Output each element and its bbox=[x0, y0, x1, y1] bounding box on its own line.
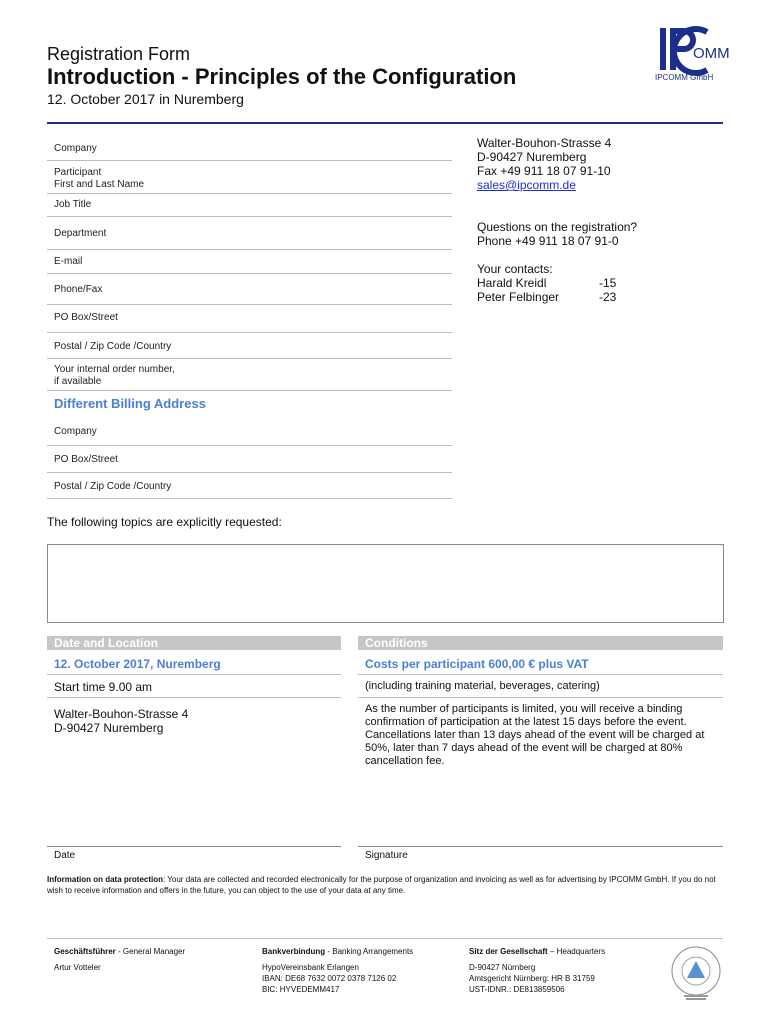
conditions-heading: Conditions bbox=[358, 636, 723, 650]
svg-text:OMM: OMM bbox=[693, 45, 730, 62]
footer-manager-heading: Geschäftsführer bbox=[54, 947, 116, 956]
footer-hq-heading: Sitz der Gesellschaft bbox=[469, 947, 548, 956]
signature-line[interactable] bbox=[358, 846, 723, 847]
date-location-subheading: 12. October 2017, Nuremberg bbox=[54, 657, 221, 671]
field-order-number: Your internal order number, if available bbox=[54, 364, 175, 387]
date-label: Date bbox=[54, 850, 76, 861]
footer-bank bbox=[262, 946, 462, 995]
field-line[interactable] bbox=[47, 472, 452, 473]
billing-field-po-box: PO Box/Street bbox=[54, 454, 118, 465]
field-line[interactable] bbox=[47, 445, 452, 446]
billing-field-company: Company bbox=[54, 426, 97, 437]
field-postal: Postal / Zip Code /Country bbox=[54, 341, 172, 352]
divider bbox=[358, 674, 723, 675]
contact-person-ext: -15 bbox=[599, 276, 617, 290]
footer-hq-city: D-90427 Nürnberg bbox=[469, 963, 536, 972]
contact-city: D-90427 Nuremberg bbox=[477, 150, 587, 164]
footer-bank-bic: BIC: HYVEDEMM417 bbox=[262, 985, 340, 994]
privacy-notice bbox=[47, 874, 723, 896]
field-line[interactable] bbox=[47, 160, 452, 161]
field-phone-fax: Phone/Fax bbox=[54, 284, 103, 295]
field-job-title: Job Title bbox=[54, 199, 92, 210]
field-department: Department bbox=[54, 228, 107, 239]
contact-fax: Fax +49 911 18 07 91-10 bbox=[477, 164, 611, 178]
contact-person-name: Peter Felbinger bbox=[477, 290, 560, 304]
location-city: D-90427 Nuremberg bbox=[54, 721, 164, 735]
field-line[interactable] bbox=[47, 193, 452, 194]
field-po-box: PO Box/Street bbox=[54, 312, 118, 323]
privacy-heading: Information on data protection bbox=[47, 875, 163, 884]
contact-person-ext: -23 bbox=[599, 290, 617, 304]
footer-headquarters bbox=[469, 946, 659, 995]
location-street: Walter-Bouhon-Strasse 4 bbox=[54, 707, 189, 721]
page-title: Introduction - Principles of the Configuration bbox=[47, 64, 517, 89]
footer-bank-heading: Bankverbindung bbox=[262, 947, 326, 956]
divider bbox=[47, 674, 341, 675]
field-line[interactable] bbox=[47, 358, 452, 359]
logo-caption: IPCOMM GmbH bbox=[655, 73, 714, 82]
field-email: E-mail bbox=[54, 256, 83, 267]
field-company: Company bbox=[54, 143, 97, 154]
footer-bank-heading-en: - Banking Arrangements bbox=[325, 947, 414, 956]
conditions-included: (including training material, beverages, catering) bbox=[365, 680, 600, 692]
footer-manager bbox=[54, 946, 244, 973]
start-time: Start time 9.00 am bbox=[54, 680, 153, 694]
divider bbox=[358, 697, 723, 698]
footer-bank-name: HypoVereinsbank Erlangen bbox=[262, 963, 359, 972]
contact-phone: Phone +49 911 18 07 91-0 bbox=[477, 234, 619, 248]
conditions-subheading: Costs per participant 600,00 € plus VAT bbox=[365, 657, 589, 671]
contact-street: Walter-Bouhon-Strasse 4 bbox=[477, 136, 612, 150]
field-line[interactable] bbox=[47, 498, 452, 499]
signature-label: Signature bbox=[365, 850, 408, 861]
contact-email-link[interactable]: sales@ipcomm.de bbox=[477, 178, 576, 192]
field-line[interactable] bbox=[47, 304, 452, 305]
field-line[interactable] bbox=[47, 332, 452, 333]
topics-textarea[interactable] bbox=[47, 544, 724, 623]
certification-seal-icon bbox=[668, 945, 724, 1001]
footer-hq-vat: UST-IDNR.: DE813859506 bbox=[469, 985, 565, 994]
field-line[interactable] bbox=[47, 216, 452, 217]
billing-title: Different Billing Address bbox=[54, 396, 206, 411]
event-date: 12. October 2017 in Nuremberg bbox=[47, 91, 244, 107]
field-line[interactable] bbox=[47, 390, 452, 391]
header-rule bbox=[47, 122, 723, 124]
footer-rule bbox=[47, 938, 723, 939]
privacy-text: : Your data are collected and recorded electronically for the purpose of organization and invoicing as well as for advertising by IPCOMM GmbH. If you do not wish to receive information and offers in the future, you can object to the use of your data at any time. bbox=[47, 875, 716, 895]
contacts-title: Your contacts: bbox=[477, 262, 553, 276]
form-label: Registration Form bbox=[47, 44, 191, 64]
field-line[interactable] bbox=[47, 249, 452, 250]
footer-manager-name: Artur Votteler bbox=[54, 963, 101, 972]
divider bbox=[47, 697, 341, 698]
field-participant: Participant First and Last Name bbox=[54, 167, 145, 190]
footer-hq-heading-en: – Headquarters bbox=[547, 947, 606, 956]
footer-manager-heading-en: - General Manager bbox=[115, 947, 186, 956]
field-line[interactable] bbox=[47, 273, 452, 274]
topics-label: The following topics are explicitly requested: bbox=[47, 515, 282, 529]
date-location-heading: Date and Location bbox=[47, 636, 341, 650]
footer-hq-court: Amtsgericht Nürnberg: HR B 31759 bbox=[469, 974, 595, 983]
footer-bank-iban: IBAN: DE68 7632 0072 0378 7126 02 bbox=[262, 974, 397, 983]
conditions-text: As the number of participants is limited, you will receive a binding confirmation of participation at the latest 15 days before the event. Cancellations later than 13 days ahead of the event will be charged at 50%, later than 7 days ahead of the event will be charged at 80% cancellation fee. bbox=[365, 703, 705, 767]
billing-field-postal: Postal / Zip Code /Country bbox=[54, 481, 172, 492]
contact-question: Questions on the registration? bbox=[477, 220, 638, 234]
contact-person-name: Harald Kreidl bbox=[477, 276, 547, 290]
date-signature-line[interactable] bbox=[47, 846, 341, 847]
